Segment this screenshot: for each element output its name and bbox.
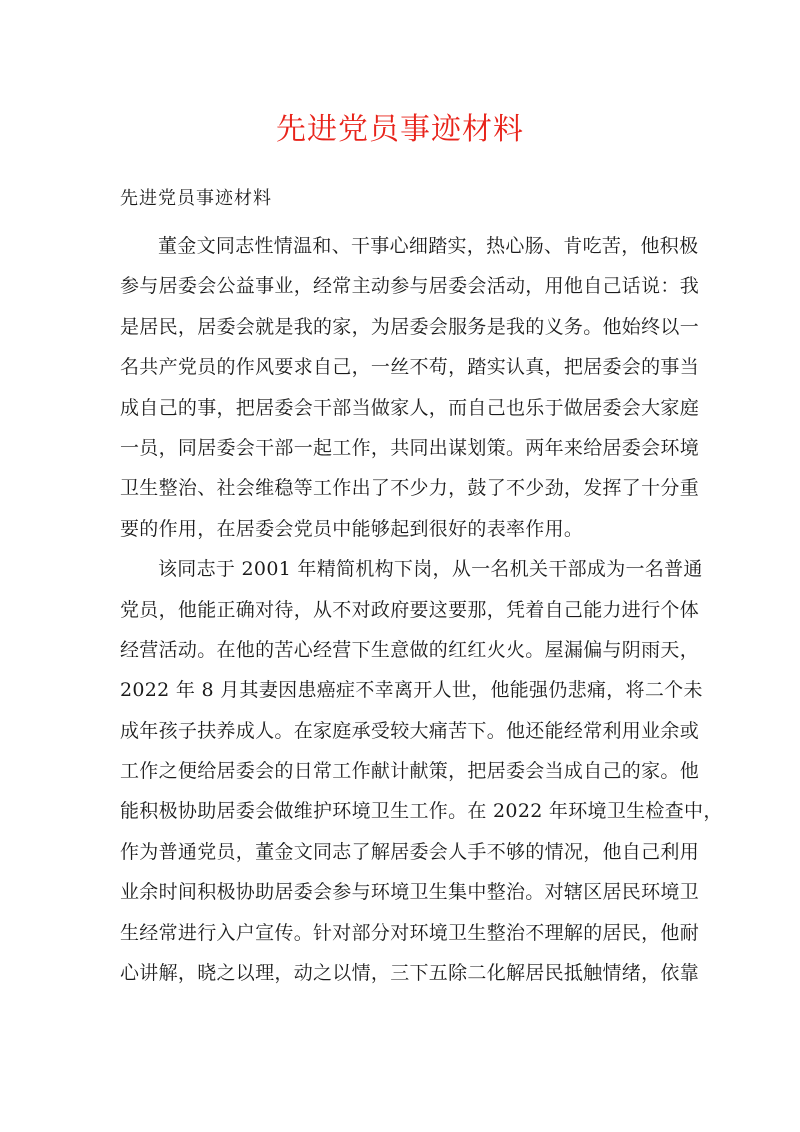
text-line: 经营活动。在他的苦心经营下生意做的红红火火。屋漏偏与阴雨天， [120, 638, 700, 661]
text-line: 名共产党员的作风要求自己，一丝不苟，踏实认真，把居委会的事当 [120, 356, 700, 379]
document-subtitle: 先进党员事迹材料 [120, 188, 272, 209]
text-line: 党员，他能正确对待，从不对政府要这要那，凭着自己能力进行个体 [120, 598, 700, 621]
text-line: 一员，同居委会干部一起工作，共同出谋划策。两年来给居委会环境 [120, 436, 700, 459]
text-line: 董金文同志性情温和、干事心细踏实，热心肠、肯吃苦，他积极 [158, 235, 699, 257]
text-line: 工作之便给居委会的日常工作献计献策，把居委会当成自己的家。他 [120, 760, 700, 783]
document-body [120, 226, 723, 993]
document-title: 先进党员事迹材料 [276, 112, 524, 147]
text-line: 心讲解，晓之以理，动之以情，三下五除二化解居民抵触情绪，依靠 [120, 962, 700, 985]
text-line: 业余时间积极协助居委会参与环境卫生集中整治。对辖区居民环境卫 [120, 881, 700, 904]
text-line: 是居民，居委会就是我的家，为居委会服务是我的义务。他始终以一 [120, 315, 700, 338]
text-line: 参与居委会公益事业，经常主动参与居委会活动，用他自己话说：我 [120, 275, 700, 298]
text-line: 生经常进行入户宣传。针对部分对环境卫生整治不理解的居民，他耐 [120, 921, 700, 944]
text-line: 2022 年 8 月其妻因患癌症不幸离开人世，他能强仍悲痛，将二个未 [120, 679, 703, 702]
text-line: 要的作用，在居委会党员中能够起到很好的表率作用。 [120, 517, 584, 540]
paragraph-2 [120, 549, 723, 993]
text-line: 成自己的事，把居委会干部当做家人，而自己也乐于做居委会大家庭 [120, 396, 700, 419]
text-line: 卫生整治、社会维稳等工作出了不少力，鼓了不少劲，发挥了十分重 [120, 477, 700, 500]
text-line: 作为普通党员，董金文同志了解居委会人手不够的情况，他自己利用 [120, 840, 700, 863]
paragraph-1 [120, 226, 700, 549]
text-line: 成年孩子扶养成人。在家庭承受较大痛苦下。他还能经常利用业余或 [120, 719, 700, 742]
text-line: 该同志于 2001 年精简机构下岗，从一名机关干部成为一名普通 [158, 558, 703, 581]
text-line: 能积极协助居委会做维护环境卫生工作。在 2022 年环境卫生检查中， [120, 800, 723, 823]
